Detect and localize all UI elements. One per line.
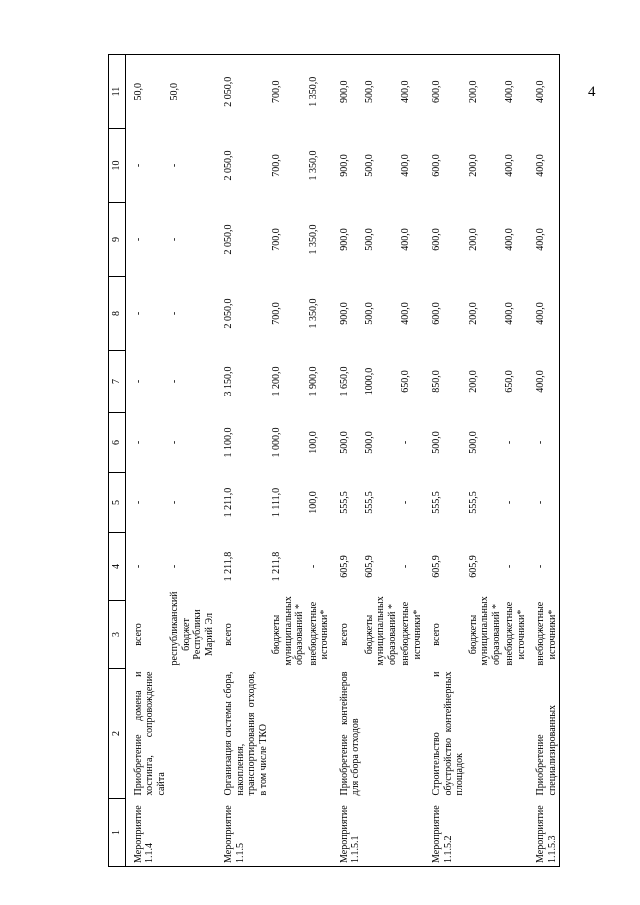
financing-table <box>108 54 560 867</box>
value-cell: 600,0 <box>431 302 442 325</box>
measure-name-cell: Организация системы сбора, накопления, транспортирования отходов, в том числе ТКО <box>223 671 269 796</box>
value-cell: - <box>528 533 560 601</box>
value-cell: 555,5 <box>363 491 375 514</box>
value-cell: 700,0 <box>271 302 282 325</box>
funding-source-cell: всего <box>223 623 234 646</box>
value-cell: - <box>504 440 515 445</box>
table-row <box>424 55 467 867</box>
value-cell: 600,0 <box>431 154 442 177</box>
value-cell: 900,0 <box>338 154 350 177</box>
value-cell: 400,0 <box>528 351 560 413</box>
value-cell: 400,0 <box>528 203 560 277</box>
value-cell: 2 050,0 <box>223 224 234 255</box>
value-cell: 400,0 <box>400 154 411 177</box>
value-cell: 2 050,0 <box>223 298 234 329</box>
value-cell: 1 211,8 <box>271 551 282 582</box>
value-cell: 200,0 <box>467 302 479 325</box>
value-cell: 400,0 <box>400 228 411 251</box>
value-cell: 605,9 <box>467 555 479 578</box>
value-cell: 100,0 <box>307 491 319 514</box>
value-cell: 600,0 <box>431 228 442 251</box>
measure-id-cell: Мероприятие 1.1.5 <box>216 799 270 867</box>
value-cell: 400,0 <box>400 302 411 325</box>
column-header: 5 <box>109 473 126 533</box>
value-cell: 1 100,0 <box>223 427 234 458</box>
value-cell: - <box>169 564 180 569</box>
value-cell: 1 350,0 <box>307 298 319 329</box>
measure-name-cell: Приобретение специализированных <box>528 669 560 799</box>
measure-name-cell <box>307 669 332 799</box>
value-cell: 1 900,0 <box>307 366 319 397</box>
value-cell: 500,0 <box>467 431 479 454</box>
table-row <box>467 55 504 867</box>
measure-id-cell <box>467 799 504 867</box>
value-cell: - <box>528 473 560 533</box>
value-cell: 400,0 <box>504 228 515 251</box>
value-cell: 400,0 <box>528 55 560 129</box>
value-cell: - <box>132 500 144 505</box>
column-header: 9 <box>109 203 126 277</box>
value-cell: 500,0 <box>431 431 442 454</box>
funding-source-cell: всего <box>132 623 144 646</box>
value-cell: 200,0 <box>467 228 479 251</box>
value-cell: 900,0 <box>338 228 350 251</box>
value-cell: 900,0 <box>338 302 350 325</box>
column-header: 1 <box>109 799 126 867</box>
value-cell: 1000,0 <box>363 367 375 396</box>
measure-name-cell: Приобретение домена и хостинга, сопровождение сайта <box>132 671 167 796</box>
table-row <box>125 55 168 867</box>
value-cell: 605,9 <box>338 555 350 578</box>
value-cell: - <box>504 564 515 569</box>
measure-name-cell: Строительство и обустройство контейнерных площадок <box>431 671 465 796</box>
measure-name-cell <box>363 669 400 799</box>
value-cell: 500,0 <box>363 302 375 325</box>
value-cell: 605,9 <box>363 555 375 578</box>
value-cell: 500,0 <box>363 228 375 251</box>
value-cell: 3 150,0 <box>223 366 234 397</box>
value-cell: 50,0 <box>125 55 168 129</box>
value-cell: 1 000,0 <box>271 427 282 458</box>
funding-source-cell: бюджеты муниципальных образований * <box>363 596 398 666</box>
value-cell: 500,0 <box>363 154 375 177</box>
value-cell: - <box>307 564 319 569</box>
value-cell: 555,5 <box>338 491 350 514</box>
value-cell: - <box>400 500 411 505</box>
value-cell: - <box>132 564 144 569</box>
table-row <box>332 55 363 867</box>
table-row <box>503 55 528 867</box>
value-cell: 400,0 <box>528 277 560 351</box>
value-cell: - <box>132 379 144 384</box>
value-cell: 605,9 <box>431 555 442 578</box>
value-cell: - <box>169 500 180 505</box>
value-cell: 700,0 <box>271 228 282 251</box>
value-cell: 1 211,8 <box>223 551 234 582</box>
value-cell: 400,0 <box>528 129 560 203</box>
value-cell: 700,0 <box>271 154 282 177</box>
value-cell: 900,0 <box>332 55 363 129</box>
value-cell: 1 350,0 <box>307 224 319 255</box>
value-cell: 200,0 <box>467 154 479 177</box>
value-cell: 2 050,0 <box>223 150 234 181</box>
value-cell: - <box>169 379 180 384</box>
value-cell: 1 200,0 <box>271 366 282 397</box>
measure-id-cell <box>399 799 424 867</box>
funding-source-cell: внебюджетные источники* <box>400 601 423 666</box>
measure-id-cell <box>363 799 400 867</box>
value-cell: - <box>528 413 560 473</box>
table-row <box>363 55 400 867</box>
value-cell: - <box>400 440 411 445</box>
measure-id-cell: Мероприятие 1.1.5.2 <box>424 799 467 867</box>
measure-id-cell <box>270 799 307 867</box>
value-cell: 50,0 <box>168 55 216 129</box>
measure-name-cell <box>270 669 307 799</box>
measure-id-cell: Мероприятие 1.1.4 <box>125 799 168 867</box>
funding-source-cell: внебюджетные источники* <box>504 601 527 666</box>
table-body <box>125 55 560 867</box>
table-row <box>168 55 216 867</box>
funding-source-cell: бюджеты муниципальных образований * <box>467 596 502 666</box>
value-cell: 400,0 <box>504 154 515 177</box>
value-cell: 1 350,0 <box>307 55 332 129</box>
value-cell: 650,0 <box>400 370 411 393</box>
funding-source-cell: бюджеты муниципальных образований * <box>271 596 305 666</box>
measure-name-cell: Приобретение контейнеров для сбора отходов <box>338 671 361 796</box>
column-header: 3 <box>109 601 126 669</box>
table-row <box>307 55 332 867</box>
value-cell: 650,0 <box>504 370 515 393</box>
value-cell: 555,5 <box>431 491 442 514</box>
funding-source-cell: республиканский бюджет Республики Марий Эл <box>169 591 215 666</box>
funding-source-cell: всего <box>338 623 350 646</box>
value-cell: - <box>169 237 180 242</box>
value-cell: - <box>169 163 180 168</box>
value-cell: 500,0 <box>338 431 350 454</box>
column-header: 4 <box>109 533 126 601</box>
value-cell: - <box>504 500 515 505</box>
table-row <box>528 55 560 867</box>
measure-name-cell <box>467 669 504 799</box>
funding-source-cell: внебюджетные источники* <box>528 601 560 669</box>
measure-id-cell <box>503 799 528 867</box>
value-cell: - <box>132 237 144 242</box>
funding-source-cell: внебюджетные источники* <box>307 601 330 666</box>
measure-name-cell <box>168 669 216 799</box>
value-cell: - <box>132 440 144 445</box>
value-cell: 500,0 <box>363 431 375 454</box>
measure-id-cell <box>168 799 216 867</box>
value-cell: 400,0 <box>504 302 515 325</box>
value-cell: 100,0 <box>307 431 319 454</box>
page-number: 4 <box>588 84 596 100</box>
value-cell: 850,0 <box>431 370 442 393</box>
value-cell: 200,0 <box>467 55 504 129</box>
column-header: 7 <box>109 351 126 413</box>
value-cell: 1 211,0 <box>223 487 234 518</box>
measure-name-cell <box>399 669 424 799</box>
table-row <box>270 55 307 867</box>
value-cell: - <box>400 564 411 569</box>
measure-id-cell: Мероприятие 1.1.5.3 <box>528 799 560 867</box>
value-cell: - <box>169 440 180 445</box>
value-cell: 1 350,0 <box>307 150 319 181</box>
value-cell: 555,5 <box>467 491 479 514</box>
value-cell: 600,0 <box>424 55 467 129</box>
measure-id-cell: Мероприятие 1.1.5.1 <box>332 799 363 867</box>
column-header: 6 <box>109 413 126 473</box>
value-cell: 400,0 <box>399 55 424 129</box>
funding-source-cell: всего <box>431 623 442 646</box>
value-cell: 500,0 <box>363 55 400 129</box>
value-cell: 1 650,0 <box>338 366 350 397</box>
value-cell: - <box>132 311 144 316</box>
value-cell: 400,0 <box>503 55 528 129</box>
value-cell: 700,0 <box>270 55 307 129</box>
value-cell: 1 111,0 <box>271 487 282 518</box>
value-cell: - <box>169 311 180 316</box>
measure-name-cell <box>503 669 528 799</box>
column-header: 10 <box>109 129 126 203</box>
column-header: 8 <box>109 277 126 351</box>
value-cell: 2 050,0 <box>216 55 270 129</box>
table-row <box>399 55 424 867</box>
value-cell: - <box>132 163 144 168</box>
measure-id-cell <box>307 799 332 867</box>
table-header-row <box>109 55 126 867</box>
column-header: 11 <box>109 55 126 129</box>
column-header: 2 <box>109 669 126 799</box>
value-cell: 200,0 <box>467 370 479 393</box>
table-row <box>216 55 270 867</box>
